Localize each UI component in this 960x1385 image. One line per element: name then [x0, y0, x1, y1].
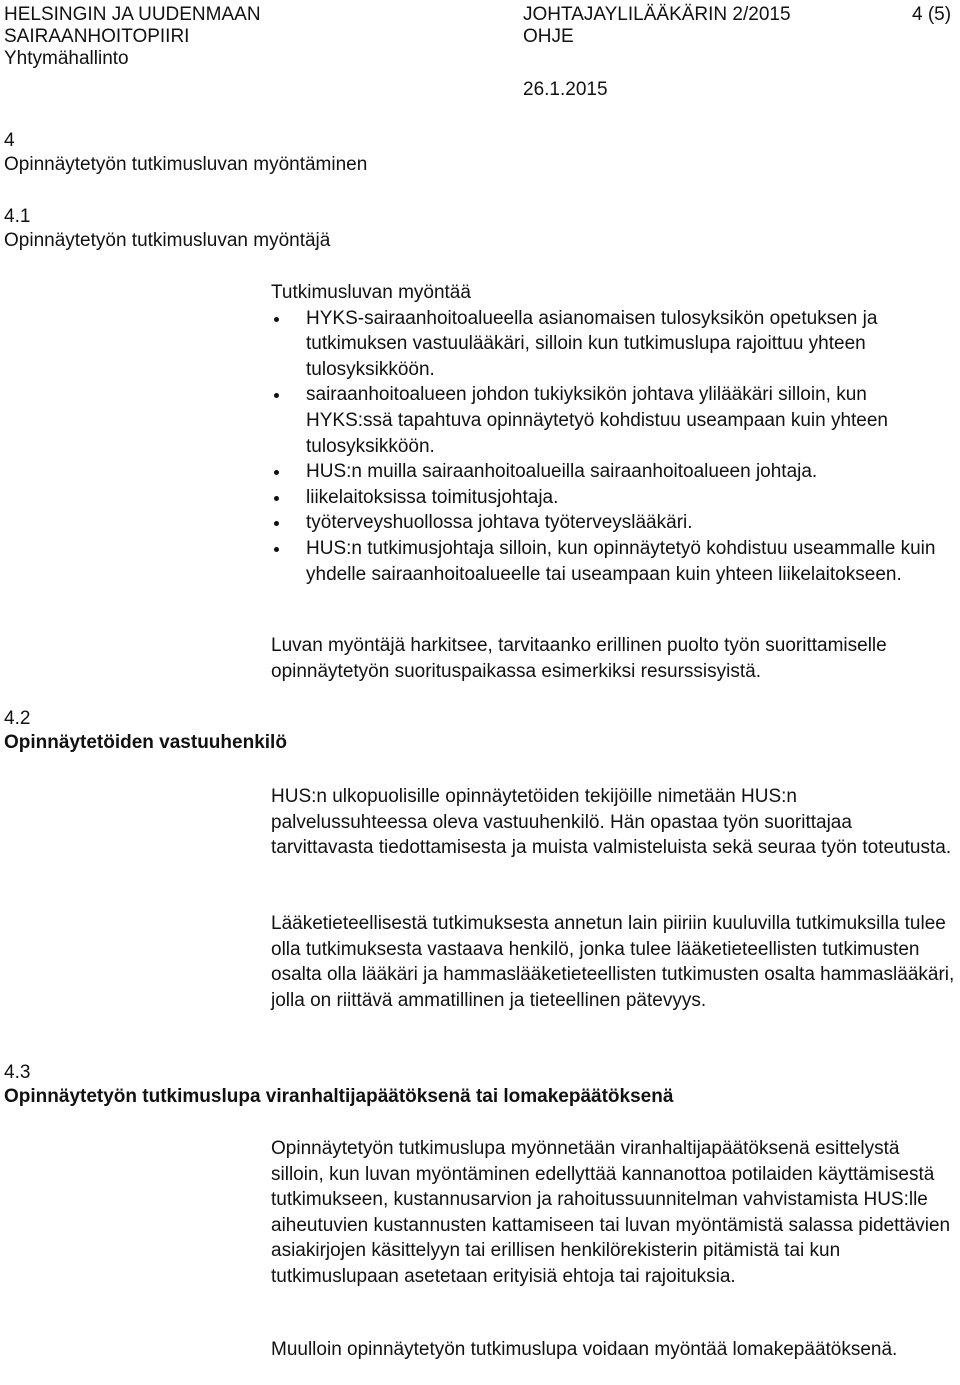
section-4-2-paragraph-1	[271, 784, 957, 861]
document-type-header	[523, 4, 791, 48]
permit-grantor-list	[271, 306, 957, 588]
section-4-1-note	[271, 633, 957, 684]
section-title: Opinnäytetyön tutkimusluvan myöntäjä	[4, 230, 331, 251]
section-number: 4.3	[4, 1062, 31, 1083]
section-number: 4.2	[4, 708, 31, 729]
list-item: HYKS-sairaanhoitoalueella asianomaisen tulosyksikön opetuksen ja tutkimuksen vastuulääkäri, silloin kun tutkimuslupa rajoittuu yhteen tulosyksikköön.	[271, 306, 957, 383]
document-type-line-1: JOHTAJAYLILÄÄKÄRIN 2/2015	[523, 4, 791, 25]
section-number: 4	[4, 130, 15, 151]
page-number: 4 (5)	[912, 4, 952, 25]
organization-name-line-2: SAIRAANHOITOPIIRI	[4, 26, 190, 47]
section-4-2-heading	[4, 707, 287, 755]
section-number: 4.1	[4, 206, 31, 227]
section-4-2-paragraph-2	[271, 911, 957, 1013]
document-type-line-2: OHJE	[523, 26, 574, 47]
section-4-3-paragraph-2	[271, 1337, 957, 1363]
section-title: Opinnäytetöiden vastuuhenkilö	[4, 732, 287, 753]
paragraph: Opinnäytetyön tutkimuslupa myönnetään viranhaltijapäätöksenä esittelystä silloin, kun luvan myöntäminen edellyttää kannanottoa potilaiden käyttämisestä tutkimukseen, kustannusarvion ja rahoitussuunnitelman vahvistamista HUS:lle aiheutuvien kustannusten kattamiseen tai luvan myöntämistä salassa pidettävien asiakirjojen käsittelyyn tai erillisen henkilörekisterin pitämistä tai kun tutkimuslupaan asetetaan erityisiä ehtoja tai rajoituksia.	[271, 1138, 951, 1287]
section-4-heading	[4, 129, 367, 177]
permit-grantor-intro: Tutkimusluvan myöntää	[271, 282, 471, 303]
organization-unit: Yhtymähallinto	[4, 48, 129, 69]
section-title: Opinnäytetyön tutkimusluvan myöntäminen	[4, 154, 368, 175]
list-item: työterveyshuollossa johtava työterveyslääkäri.	[271, 510, 957, 536]
organization-header	[4, 4, 261, 70]
list-item: HUS:n muilla sairaanhoitoalueilla sairaanhoitoalueen johtaja.	[271, 459, 957, 485]
list-item: HUS:n tutkimusjohtaja silloin, kun opinnäytetyö kohdistuu useammalle kuin yhdelle sairaanhoitoalueelle tai useampaan kuin yhteen liikelaitokseen.	[271, 536, 957, 587]
section-4-3-heading	[4, 1061, 673, 1109]
section-4-1-body	[271, 280, 957, 587]
section-4-3-paragraph-1	[271, 1136, 957, 1290]
section-title: Opinnäytetyön tutkimuslupa viranhaltijapäätöksenä tai lomakepäätöksenä	[4, 1086, 674, 1107]
document-date: 26.1.2015	[523, 79, 608, 100]
paragraph: HUS:n ulkopuolisille opinnäytetöiden tekijöille nimetään HUS:n palvelussuhteessa oleva vastuuhenkilö. Hän opastaa työn suorittajaa tarvittavasta tiedottamisesta ja muista valmisteluista sekä seuraa työn toteutusta.	[271, 786, 952, 859]
paragraph: Luvan myöntäjä harkitsee, tarvitaanko erillinen puolto työn suorittamiselle opinnäytetyön suorituspaikassa esimerkiksi resurssisyistä.	[271, 635, 887, 682]
list-item: sairaanhoitoalueen johdon tukiyksikön johtava ylilääkäri silloin, kun HYKS:ssä tapahtuva opinnäytetyö kohdistuu useampaan kuin yhteen tulosyksikköön.	[271, 382, 957, 459]
paragraph: Muulloin opinnäytetyön tutkimuslupa voidaan myöntää lomakepäätöksenä.	[271, 1339, 898, 1360]
list-item: liikelaitoksissa toimitusjohtaja.	[271, 485, 957, 511]
section-4-1-heading	[4, 205, 330, 253]
organization-name-line-1: HELSINGIN JA UUDENMAAN	[4, 4, 261, 25]
paragraph: Lääketieteellisestä tutkimuksesta annetun lain piiriin kuuluvilla tutkimuksilla tulee olla tutkimuksesta vastaava henkilö, jonka tulee lääketieteellisten tutkimusten osalta olla lääkäri ja hammaslääketieteellisten tutkimusten osalta hammaslääkäri, jolla on riittävä ammatillinen ja tieteellinen pätevyys.	[271, 913, 955, 1011]
